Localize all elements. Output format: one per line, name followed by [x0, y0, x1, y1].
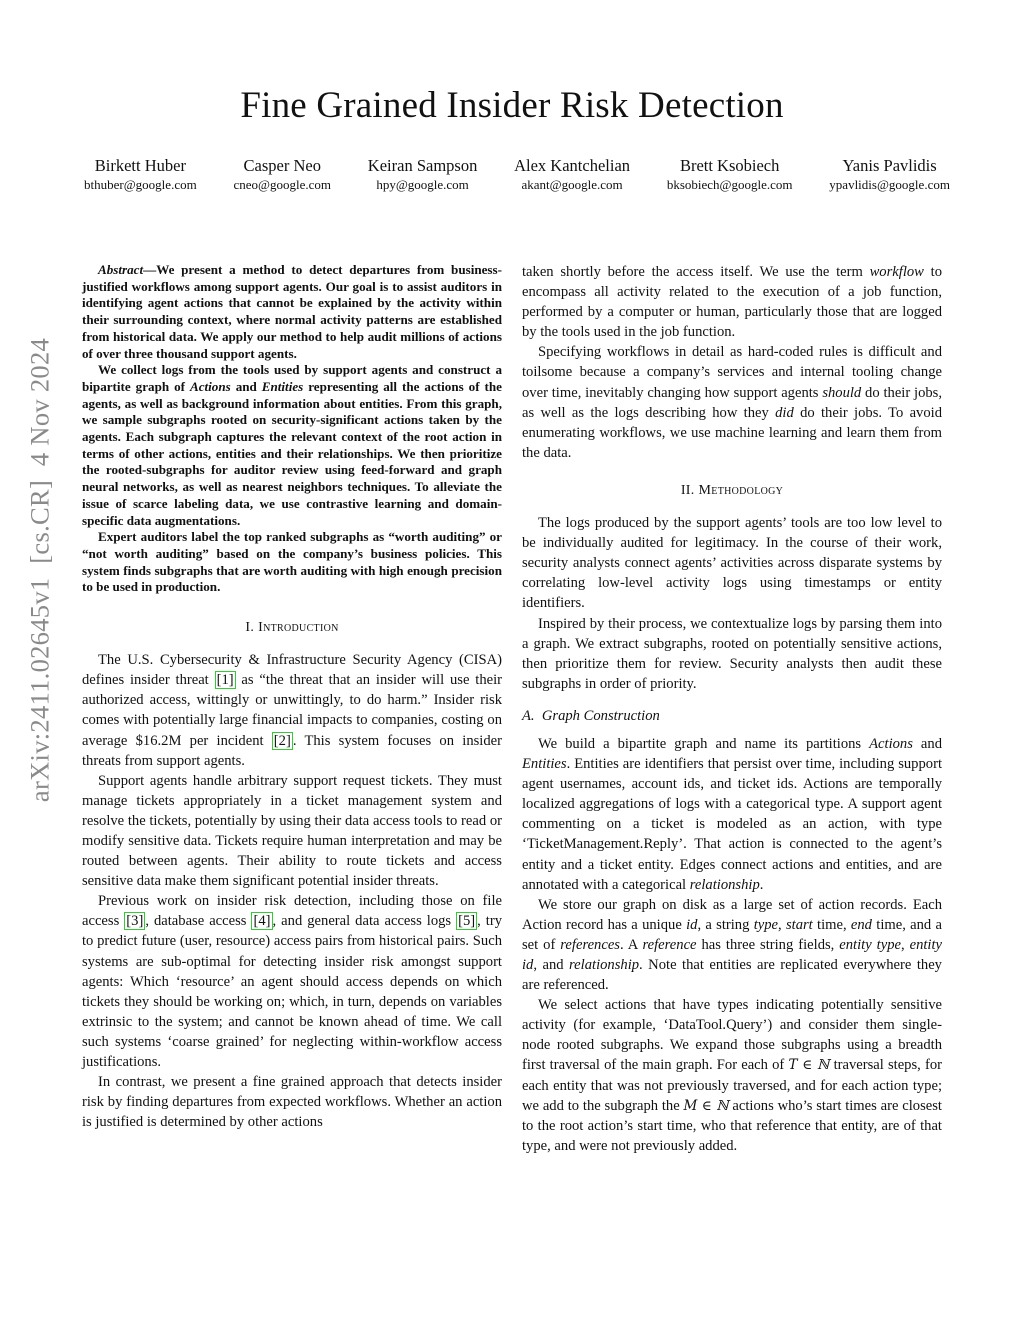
author — [829, 155, 950, 194]
paragraph: Previous work on insider risk detection, including those on file access [3] , database access [4] , and general data access logs [5] , try to predict future (user, resource) access pairs from historical pairs. Such systems are sub-optimal for detecting insider risk amongst support agents: Which ‘resource’ an agent should access depends on which tickets they should be working on; which, in turn, depends on variables extrinsic to the system; and cannot be known ahead of time. We call such systems ‘coarse grained’ for neglecting within-workflow access justifications. — [82, 893, 503, 1071]
abstract-label: Abstract — [98, 262, 144, 277]
author-name: Brett Ksobiech — [679, 156, 780, 175]
author-email: ypavlidis@google.com — [829, 177, 950, 192]
author-name: Alex Kantchelian — [514, 156, 631, 175]
author-list — [84, 155, 950, 194]
paragraph: Inspired by their process, we contextualize logs by parsing them into a graph. We extract subgraphs, rooted on potentially sensitive actions, then prioritize them for review. Security analysts then audit these subgraphs in order of priority. — [522, 615, 942, 692]
subsection-heading: A. Graph Construction — [522, 707, 660, 724]
paragraph: We select actions that have types indicating potentially sensitive activity (for example, ‘DataTool.Query’) and consider them single-node rooted subgraphs. We expand those subgraphs using a breadth first traversal of the main graph. For each of T ∈ ℕ traversal steps, for each entity that was not previously traversed, and for each action type; we add to the subgraph the M ∈ ℕ actions who’s start times are closest to the root action’s start time, who that reference that entity, are of that type, and were not previously added. — [522, 997, 942, 1154]
author-name: Casper Neo — [243, 156, 321, 175]
paragraph: Specifying workflows in detail as hard-coded rules is difficult and toilsome because a company’s services and internal tooling change over time, inevitably changing how support agents should do their jobs, as well as the logs describing how they did do their jobs. To avoid enumerating workflows, we use machine learning and learn them from the data. — [522, 344, 943, 461]
paragraph: In contrast, we present a fine grained approach that detects insider risk by finding departures from expected workflows. Whether an action is justified is determined by other actions — [82, 1074, 502, 1131]
author — [514, 155, 630, 194]
author-email: bksobiech@google.com — [666, 177, 793, 192]
author — [84, 155, 197, 194]
author — [368, 155, 478, 194]
author-name: Birkett Huber — [94, 156, 186, 175]
arxiv-identifier: arXiv:2411.02645v1 [cs.CR] 4 Nov 2024 — [24, 337, 55, 803]
author-email: cneo@google.com — [233, 177, 332, 192]
author-name: Keiran Sampson — [367, 156, 478, 175]
section-heading-methodology: II. Methodology — [680, 482, 784, 498]
paragraph: taken shortly before the access itself. We use the term workflow to encompass all activity related to the execution of a job function, performed by a computer or human, particularly those that are logged by the tools used in the job function. — [522, 264, 942, 341]
left-column — [82, 262, 502, 1132]
author-email: hpy@google.com — [376, 177, 469, 192]
author-email: bthuber@google.com — [84, 177, 197, 192]
paper-title: Fine Grained Insider Risk Detection — [240, 85, 784, 126]
paragraph: The U.S. Cybersecurity & Infrastructure Security Agency (CISA) defines insider threat [1] as “the threat that an insider will use their authorized access, wittingly or unwittingly, to do harm.” Insider risk comes with potentially large financial impacts to companies, costing on average $16.2M per incident [2] . This system focuses on insider threats from support agents. — [82, 652, 503, 769]
citation-link[interactable]: [3] — [126, 913, 144, 930]
author-email: akant@google.com — [521, 177, 623, 192]
math-expression: T ∈ ℕ — [788, 1057, 830, 1074]
paragraph: Support agents handle arbitrary support request tickets. They must manage tickets appropriately in a ticket management system and resolve the tickets, potentially by using their data access tools to read or modify sensitive data. Tickets require human interpretation and may be routed between agents. Their ability to route tickets and access sensitive data make them significant potential insider threats. — [82, 772, 502, 890]
section-heading-introduction: I. Introduction — [245, 620, 339, 636]
citation-link[interactable]: [5] — [458, 913, 476, 930]
abstract-paragraph: Expert auditors label the top ranked subgraphs as “worth auditing” or “not worth auditing” based on the company’s business policies. This system finds subgraphs that are worth auditing with high enough precision to be used in production. — [82, 529, 502, 595]
paragraph: We store our graph on disk as a large set of action records. Each Action record has a unique id, a string type, start time, end time, and a set of references. A reference has three string fields, entity type, entity id, and relationship. Note that entities are replicated everywhere they are referenced. — [522, 896, 943, 994]
author — [233, 155, 331, 194]
author-name: Yanis Pavlidis — [842, 156, 937, 175]
paragraph: We build a bipartite graph and name its partitions Actions and Entities. Entities are identifiers that persist over time, including support agent usernames, account ids, and ticket ids. Actions are temporally localized aggregations of logs with a categorical type. A support agent commenting on a ticket is modeled as an action, with type ‘TicketManagement.Reply’. That action is connected to the agent’s entity and a ticket entity. Edges connect actions and entities, and are annotated with a categorical relationship. — [522, 735, 942, 893]
author — [667, 155, 793, 194]
math-expression: M ∈ ℕ — [683, 1097, 729, 1114]
abstract — [82, 262, 502, 596]
citation-link[interactable]: [4] — [253, 913, 271, 930]
abstract-paragraph: We collect logs from the tools used by support agents and construct a bipartite graph of Actions and Entities representing all the actions of the agents, as well as background information about entities. From this graph, we sample subgraphs rooted on security-significant actions taken by the agents. Each subgraph captures the relevant context of the root action in terms of other actions, entities and their relationships. We then prioritize the rooted-subgraphs for auditor review using feed-forward and graph neural networks, as well as nearest neighbors techniques. To alleviate the issue of scarce labeling data, we use contrastive learning and domain-specific data augmentations. — [82, 362, 502, 528]
abstract-paragraph: Abstract—We present a method to detect departures from business-justified workflows among support agents. Our goal is to assist auditors in identifying agent actions that cannot be explained by the activity within their surrounding context, where normal activity patterns are established from historical data. We apply our method to help audit millions of actions of over three thousand support agents. — [82, 262, 502, 361]
citation-link[interactable]: [1] — [216, 672, 234, 689]
right-column — [522, 262, 942, 1156]
citation-link[interactable]: [2] — [273, 732, 291, 749]
paragraph: The logs produced by the support agents’ tools are too low level to be individually audited for legitimacy. In the course of their work, security analysts connect agents’ activities across disparate systems by correlating low-level activity logs using timestamps or entity identifiers. — [522, 515, 942, 612]
